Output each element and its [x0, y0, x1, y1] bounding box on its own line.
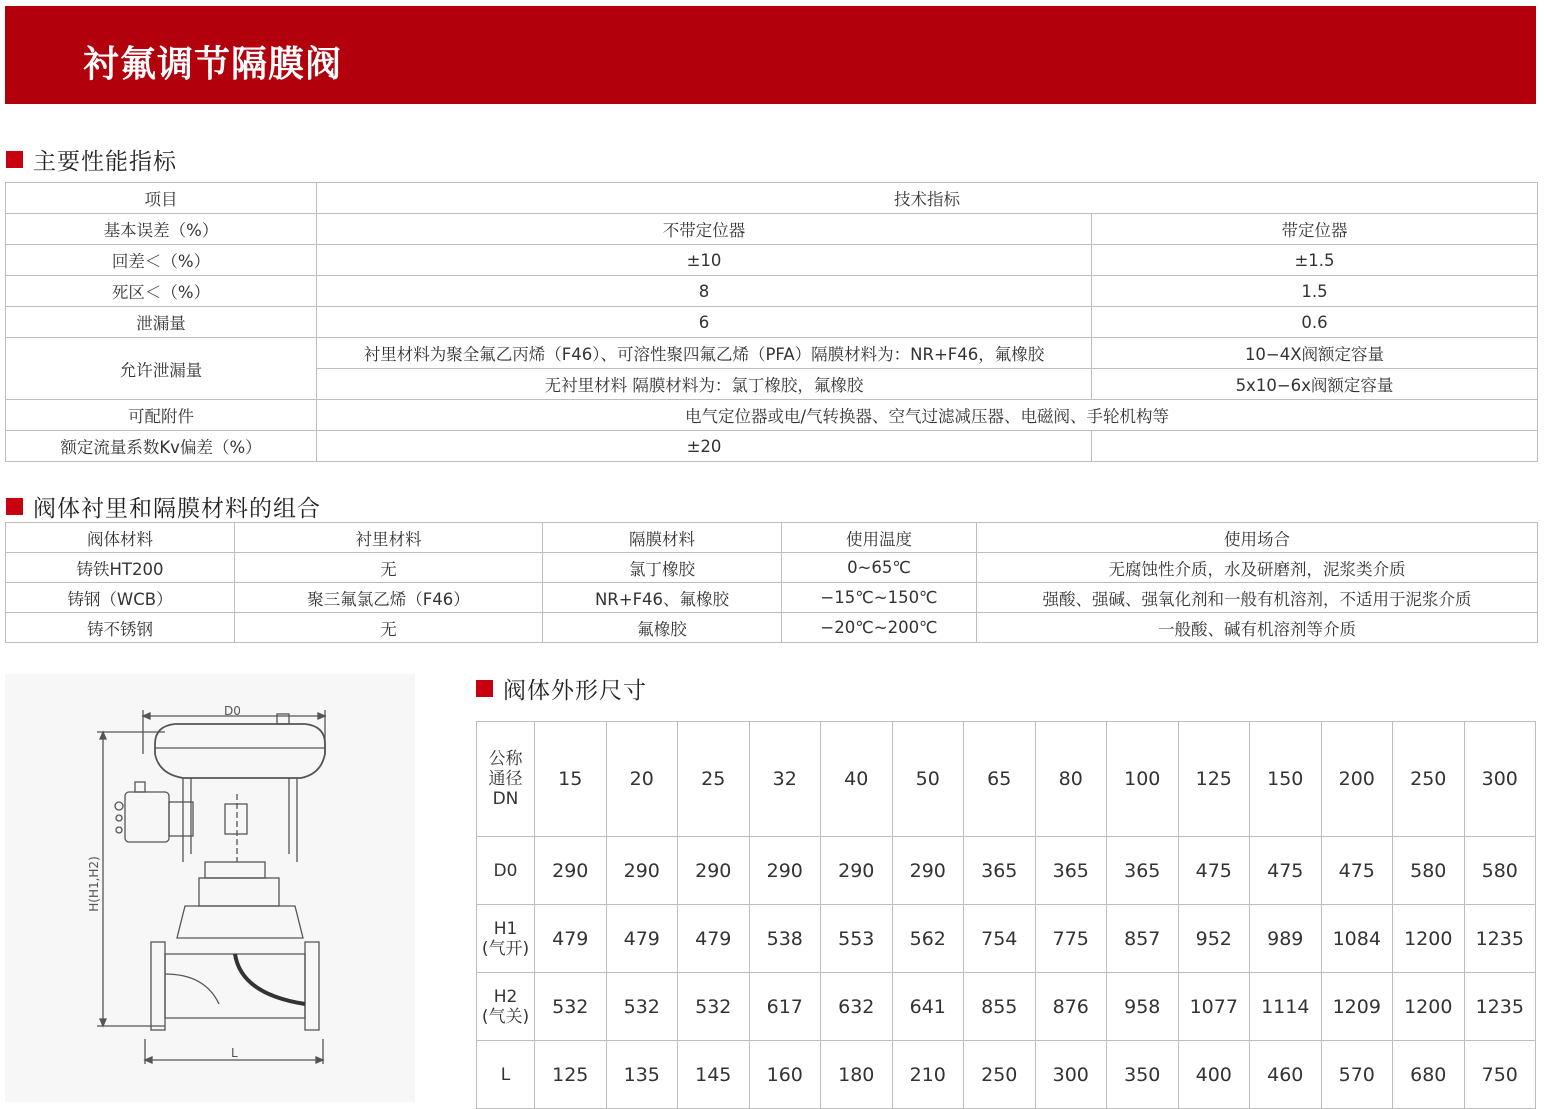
table-cell: 带定位器 [1092, 214, 1538, 245]
table-cell: 125 [535, 1041, 607, 1109]
table-cell: 855 [964, 973, 1036, 1041]
table-cell: 580 [1393, 837, 1465, 905]
table-cell: 145 [678, 1041, 750, 1109]
table-cell: 475 [1321, 837, 1393, 905]
table-cell: 290 [892, 837, 964, 905]
table-cell: 1235 [1464, 973, 1536, 1041]
row-header-line: DN [492, 789, 519, 809]
table-cell: 300 [1464, 722, 1536, 837]
row-header-h2 [477, 973, 535, 1041]
table-cell: 210 [892, 1041, 964, 1109]
table-cell: 350 [1107, 1041, 1179, 1109]
table-cell: 8 [317, 276, 1092, 307]
table-cell: 40 [821, 722, 893, 837]
row-label: 允许泄漏量 [6, 338, 317, 400]
table-cell: ±10 [317, 245, 1092, 276]
table-cell: 1235 [1464, 905, 1536, 973]
table-cell: 1084 [1321, 905, 1393, 973]
table-cell: 857 [1107, 905, 1179, 973]
valve-diagram [5, 674, 415, 1102]
row-header-line: (气关) [481, 1006, 530, 1027]
table-cell: 200 [1321, 722, 1393, 837]
table-cell: 479 [606, 905, 678, 973]
table-cell: 20 [606, 722, 678, 837]
table-cell: 衬里材料为聚全氟乙丙烯（F46）、可溶性聚四氟乙烯（PFA）隔膜材料为：NR+F46，氟橡胶 [317, 338, 1092, 369]
table-cell: 50 [892, 722, 964, 837]
row-label: 泄漏量 [6, 307, 317, 338]
table-cell: 290 [535, 837, 607, 905]
table-row [6, 338, 1538, 369]
dimension-table [476, 721, 1536, 1109]
table-row [6, 307, 1538, 338]
header-cell: 阀体材料 [6, 523, 235, 553]
table-cell: 680 [1393, 1041, 1465, 1109]
table-cell: 475 [1178, 837, 1250, 905]
table-row [477, 837, 1536, 905]
table-cell: 135 [606, 1041, 678, 1109]
section-square-icon [6, 151, 23, 168]
table-cell: 32 [749, 722, 821, 837]
table-cell: 532 [678, 973, 750, 1041]
row-header-line: L [500, 1064, 511, 1085]
table-row [477, 973, 1536, 1041]
table-cell: 290 [678, 837, 750, 905]
title-banner [5, 6, 1536, 104]
table-cell [1092, 431, 1538, 462]
table-cell: 632 [821, 973, 893, 1041]
table-cell: 15 [535, 722, 607, 837]
table-cell: 617 [749, 973, 821, 1041]
table-row [6, 583, 1538, 613]
header-cell: 衬里材料 [235, 523, 543, 553]
table-cell: 365 [1107, 837, 1179, 905]
section-heading-dimensions [476, 672, 647, 705]
table-cell: 400 [1178, 1041, 1250, 1109]
table-cell: 876 [1035, 973, 1107, 1041]
table-cell: 125 [1178, 722, 1250, 837]
table-cell: 铸铁HT200 [6, 553, 235, 583]
table-cell: 300 [1035, 1041, 1107, 1109]
table-cell: 641 [892, 973, 964, 1041]
table-cell: 365 [1035, 837, 1107, 905]
table-cell: −20℃~200℃ [782, 613, 977, 643]
table-cell: 180 [821, 1041, 893, 1109]
row-header-l [477, 1041, 535, 1109]
materials-table [5, 522, 1538, 643]
table-row [477, 722, 1536, 837]
table-cell: 强酸、强碱、强氧化剂和一般有机溶剂，不适用于泥浆介质 [977, 583, 1538, 613]
row-label: 额定流量系数Kv偏差（%） [6, 431, 317, 462]
label-l: L [231, 1046, 238, 1060]
table-cell: 聚三氟氯乙烯（F46） [235, 583, 543, 613]
table-cell: 250 [1393, 722, 1465, 837]
row-label: 回差＜（%） [6, 245, 317, 276]
table-cell: 1114 [1250, 973, 1322, 1041]
header-cell: 使用温度 [782, 523, 977, 553]
table-cell: 6 [317, 307, 1092, 338]
table-cell: 754 [964, 905, 1036, 973]
table-cell: NR+F46、氟橡胶 [543, 583, 782, 613]
table-cell: 958 [1107, 973, 1179, 1041]
table-cell: 160 [749, 1041, 821, 1109]
table-cell: 1.5 [1092, 276, 1538, 307]
table-cell: 150 [1250, 722, 1322, 837]
table-cell: 475 [1250, 837, 1322, 905]
table-row [6, 431, 1538, 462]
table-cell: 952 [1178, 905, 1250, 973]
table-cell: 无衬里材料 隔膜材料为：氯丁橡胶，氟橡胶 [317, 369, 1092, 400]
table-row [477, 1041, 1536, 1109]
label-h: H(H1,H2) [87, 856, 101, 912]
table-cell: 750 [1464, 1041, 1536, 1109]
table-cell: 铸不锈钢 [6, 613, 235, 643]
table-cell: 25 [678, 722, 750, 837]
row-header-line: 公称 [488, 749, 523, 769]
table-cell: 532 [606, 973, 678, 1041]
table-cell: 无 [235, 553, 543, 583]
table-row [6, 245, 1538, 276]
performance-table [5, 182, 1538, 462]
row-label: 基本误差（%） [6, 214, 317, 245]
table-row [6, 523, 1538, 553]
table-cell: 0.6 [1092, 307, 1538, 338]
table-cell: 580 [1464, 837, 1536, 905]
header-cell: 使用场合 [977, 523, 1538, 553]
table-cell: 250 [964, 1041, 1036, 1109]
table-row [6, 400, 1538, 431]
row-header-line: 通径 [488, 769, 523, 789]
table-cell: 365 [964, 837, 1036, 905]
table-cell: 100 [1107, 722, 1179, 837]
section-title: 阀体衬里和隔膜材料的组合 [33, 496, 321, 522]
table-row [6, 553, 1538, 583]
row-header-d0 [477, 837, 535, 905]
table-cell: 290 [749, 837, 821, 905]
table-cell: 10−4X阀额定容量 [1092, 338, 1538, 369]
table-cell: 80 [1035, 722, 1107, 837]
table-cell: 氯丁橡胶 [543, 553, 782, 583]
table-cell: ±20 [317, 431, 1092, 462]
row-header-dn [477, 722, 535, 837]
table-cell: ±1.5 [1092, 245, 1538, 276]
header-cell: 技术指标 [317, 183, 1538, 214]
table-cell: 1077 [1178, 973, 1250, 1041]
section-square-icon [6, 498, 23, 515]
table-cell: −15℃~150℃ [782, 583, 977, 613]
table-cell: 290 [606, 837, 678, 905]
table-cell: 铸钢（WCB） [6, 583, 235, 613]
table-cell: 562 [892, 905, 964, 973]
table-cell: 479 [678, 905, 750, 973]
row-header-line: D0 [493, 860, 518, 881]
table-cell: 1200 [1393, 973, 1465, 1041]
table-cell: 1200 [1393, 905, 1465, 973]
page-title: 衬氟调节隔膜阀 [83, 44, 343, 85]
label-d0: D0 [224, 704, 241, 718]
table-row [477, 905, 1536, 973]
table-row [6, 613, 1538, 643]
row-label: 死区＜（%） [6, 276, 317, 307]
section-title: 阀体外形尺寸 [503, 678, 647, 704]
section-heading-materials [6, 490, 321, 523]
table-cell: 无腐蚀性介质，水及研磨剂，泥浆类介质 [977, 553, 1538, 583]
table-cell: 570 [1321, 1041, 1393, 1109]
table-cell: 无 [235, 613, 543, 643]
row-label: 可配附件 [6, 400, 317, 431]
row-header-h1 [477, 905, 535, 973]
row-header-line: H2 [493, 986, 518, 1007]
section-square-icon [476, 680, 493, 697]
table-cell: 65 [964, 722, 1036, 837]
table-cell: 479 [535, 905, 607, 973]
table-row [6, 183, 1538, 214]
table-cell: 5x10−6x阀额定容量 [1092, 369, 1538, 400]
table-cell: 一般酸、碱有机溶剂等介质 [977, 613, 1538, 643]
header-cell: 隔膜材料 [543, 523, 782, 553]
table-cell: 553 [821, 905, 893, 973]
row-header-line: H1 [493, 918, 518, 939]
table-cell: 538 [749, 905, 821, 973]
row-header-line: (气开) [481, 938, 530, 959]
table-cell: 0~65℃ [782, 553, 977, 583]
table-cell: 氟橡胶 [543, 613, 782, 643]
section-heading-performance [6, 143, 177, 176]
table-row [6, 276, 1538, 307]
table-cell: 989 [1250, 905, 1322, 973]
section-title: 主要性能指标 [33, 149, 177, 175]
table-cell: 290 [821, 837, 893, 905]
table-cell: 532 [535, 973, 607, 1041]
table-cell: 1209 [1321, 973, 1393, 1041]
table-cell: 不带定位器 [317, 214, 1092, 245]
table-cell: 460 [1250, 1041, 1322, 1109]
table-cell: 电气定位器或电/气转换器、空气过滤减压器、电磁阀、手轮机构等 [317, 400, 1538, 431]
header-cell: 项目 [6, 183, 317, 214]
table-row [6, 214, 1538, 245]
table-cell: 775 [1035, 905, 1107, 973]
valve-drawing [5, 674, 415, 1102]
